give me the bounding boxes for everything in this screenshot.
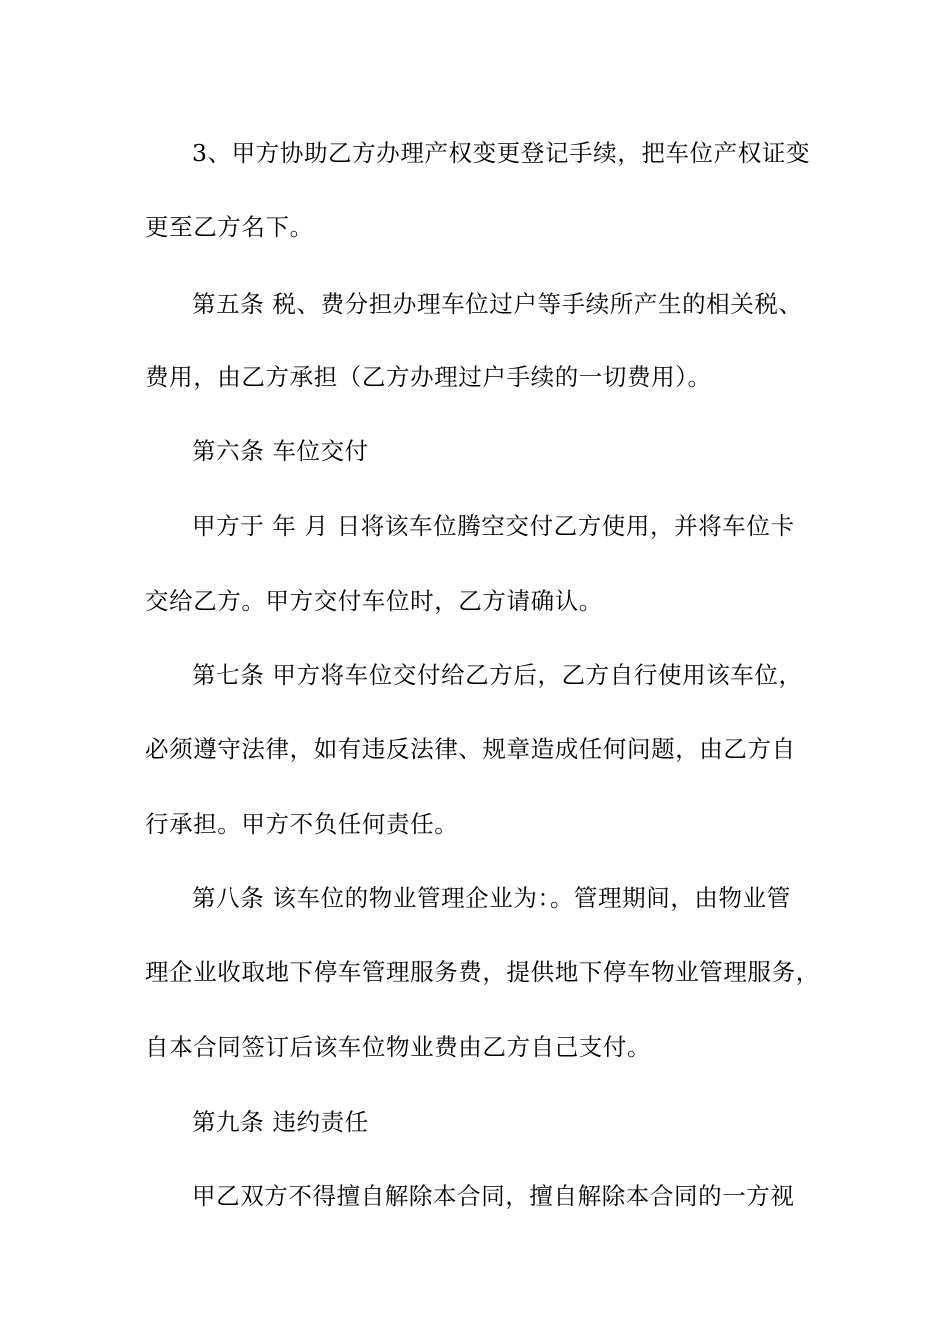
clause-4-item-3-line-1: 3、甲方协助乙方办理产权变更登记手续，把车位产权证变 <box>192 139 811 167</box>
clause-8-line-3: 自本合同签订后该车位物业费由乙方自己支付。 <box>145 1033 652 1061</box>
clause-7-line-2: 必须遵守法律，如有违反法律、规章造成任何问题，由乙方自 <box>145 735 796 763</box>
clause-5-line-2: 费用，由乙方承担（乙方办理过户手续的一切费用）。 <box>145 363 712 391</box>
clause-9-heading: 第九条 违约责任 <box>192 1108 369 1136</box>
clause-8-line-2: 理企业收取地下停车管理服务费，提供地下停车物业管理服务， <box>145 958 820 986</box>
clause-6-heading: 第六条 车位交付 <box>192 437 369 465</box>
clause-4-item-3-line-2: 更至乙方名下。 <box>145 213 314 241</box>
clause-5-line-1: 第五条 税、费分担办理车位过户等手续所产生的相关税、 <box>192 290 803 318</box>
clause-8-line-1: 第八条 该车位的物业管理企业为：。管理期间，由物业管 <box>192 884 791 912</box>
clause-7-line-3: 行承担。甲方不负任何责任。 <box>145 810 459 838</box>
clause-7-line-1: 第七条 甲方将车位交付给乙方后，乙方自行使用该车位， <box>192 661 803 689</box>
clause-6-body-line-1: 甲方于 年 月 日将该车位腾空交付乙方使用，并将车位卡 <box>192 512 795 540</box>
clause-9-body-line-1: 甲乙双方不得擅自解除本合同，擅自解除本合同的一方视 <box>192 1182 795 1210</box>
clause-6-body-line-2: 交给乙方。甲方交付车位时，乙方请确认。 <box>145 587 603 615</box>
